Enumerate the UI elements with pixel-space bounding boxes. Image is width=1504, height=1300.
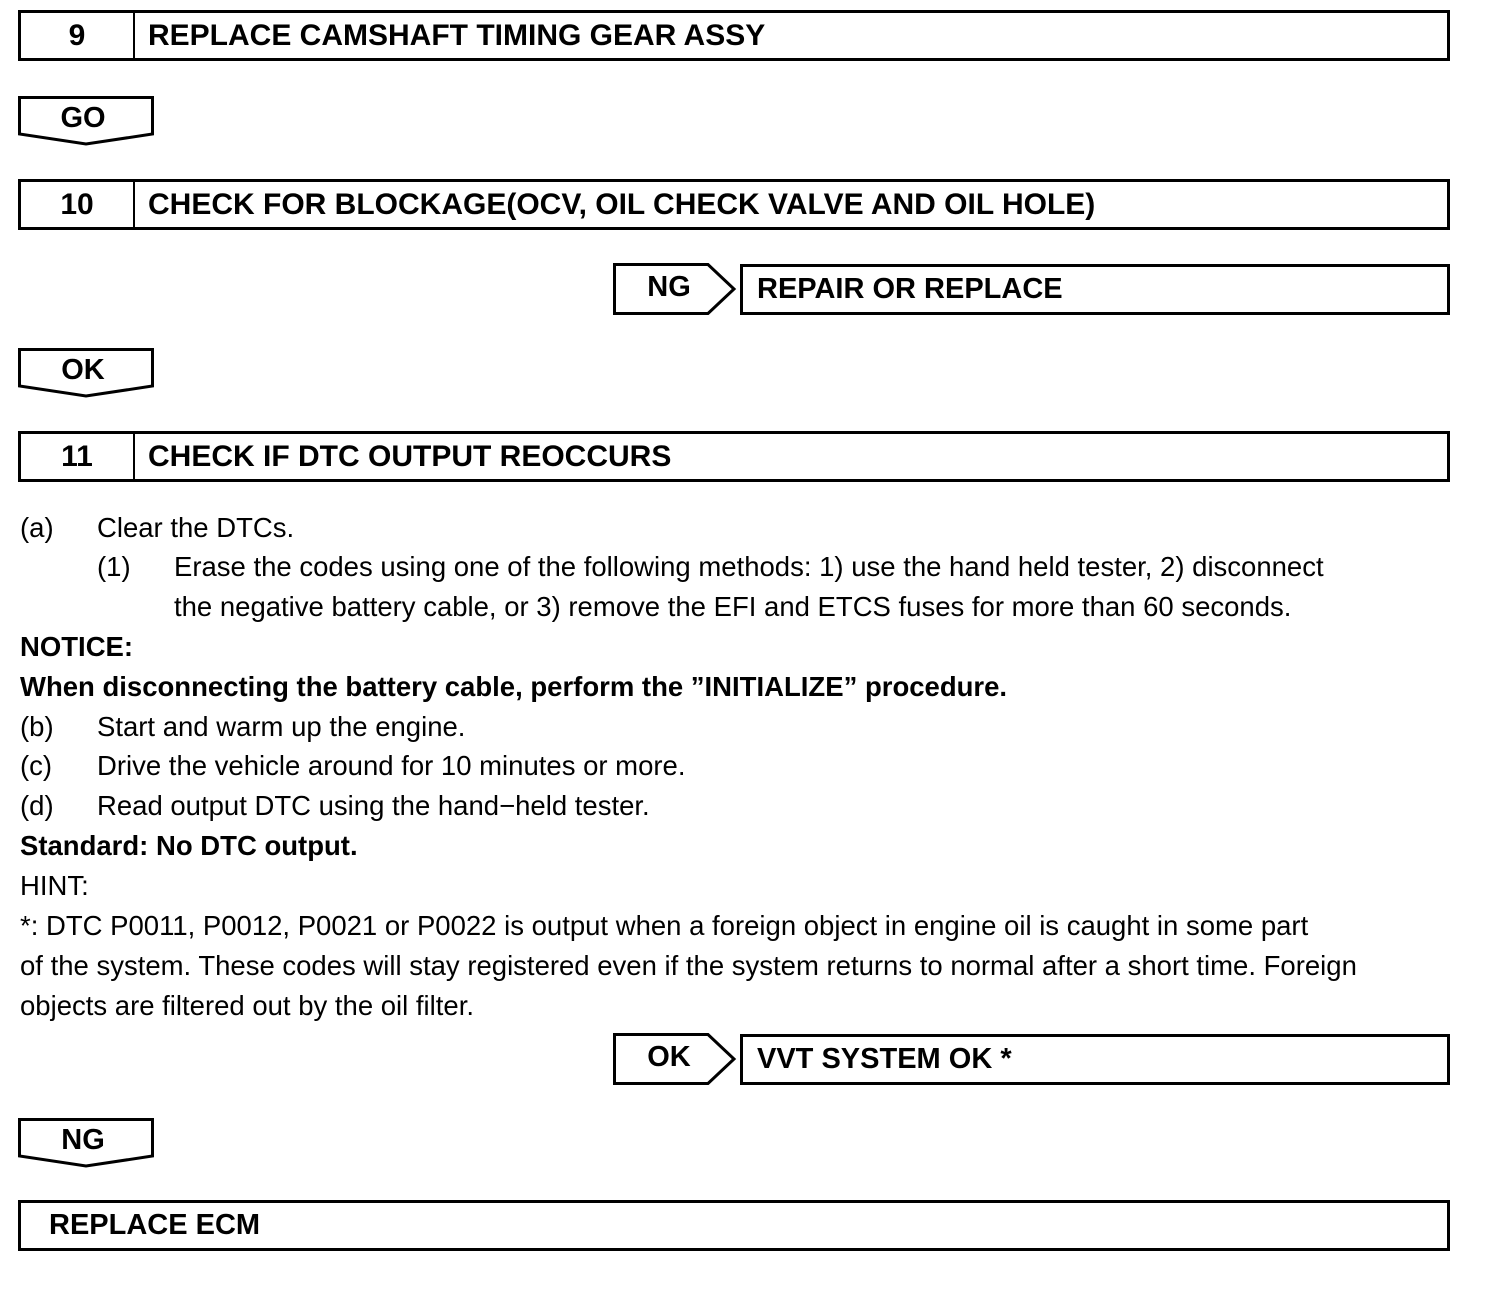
vvt-system-ok-box: VVT SYSTEM OK * <box>740 1034 1450 1085</box>
item-text: Drive the vehicle around for 10 minutes or more. <box>97 750 686 781</box>
item-text: Start and warm up the engine. <box>97 711 466 742</box>
ok-side-tag <box>613 1033 737 1085</box>
step-10-header <box>18 179 1450 230</box>
replace-ecm-box: REPLACE ECM <box>18 1200 1450 1251</box>
repair-or-replace-box: REPAIR OR REPLACE <box>740 264 1450 315</box>
step-title: REPLACE CAMSHAFT TIMING GEAR ASSY <box>148 18 766 52</box>
step-number: 10 <box>21 182 135 227</box>
step-title: CHECK IF DTC OUTPUT REOCCURS <box>148 439 672 473</box>
ok-flow-tag <box>18 348 155 398</box>
item-text: Read output DTC using the hand−held tester. <box>97 790 650 821</box>
ng-label: NG <box>61 1124 105 1156</box>
step-title: CHECK FOR BLOCKAGE(OCV, OIL CHECK VALVE AND OIL HOLE) <box>148 187 1096 221</box>
step-11-header <box>18 431 1450 482</box>
hint-text-line: *: DTC P0011, P0012, P0021 or P0022 is output when a foreign object in engine oil is caught in some part <box>20 910 1309 941</box>
hint-text-line: objects are filtered out by the oil filter. <box>20 990 474 1021</box>
ng-side-tag <box>613 263 737 315</box>
step-number: 11 <box>21 434 135 479</box>
ok-label: OK <box>647 1041 691 1073</box>
item-label: (1) <box>97 551 131 582</box>
item-label: (c) <box>20 750 53 781</box>
notice-text: When disconnecting the battery cable, perform the ”INITIALIZE” procedure. <box>20 671 1008 702</box>
step-number: 9 <box>21 13 135 58</box>
hint-text-line: of the system. These codes will stay registered even if the system returns to normal after a short time. Foreign <box>20 950 1357 981</box>
go-label: GO <box>60 102 106 134</box>
step-9-header <box>18 10 1450 61</box>
item-text: Clear the DTCs. <box>97 512 295 543</box>
item-label: (a) <box>20 512 54 543</box>
item-label: (b) <box>20 711 54 742</box>
ok-label: OK <box>61 354 105 386</box>
go-flow-tag <box>18 96 155 146</box>
standard-text: Standard: No DTC output. <box>20 830 358 861</box>
item-text: Erase the codes using one of the following methods: 1) use the hand held tester, 2) disconnect <box>174 551 1324 582</box>
notice-heading: NOTICE: <box>20 631 134 662</box>
ng-flow-tag <box>18 1118 155 1168</box>
item-label: (d) <box>20 790 54 821</box>
ng-label: NG <box>647 271 691 303</box>
instruction-a1-continued: the negative battery cable, or 3) remove the EFI and ETCS fuses for more than 60 seconds. <box>174 591 1292 622</box>
hint-heading: HINT: <box>20 870 89 901</box>
